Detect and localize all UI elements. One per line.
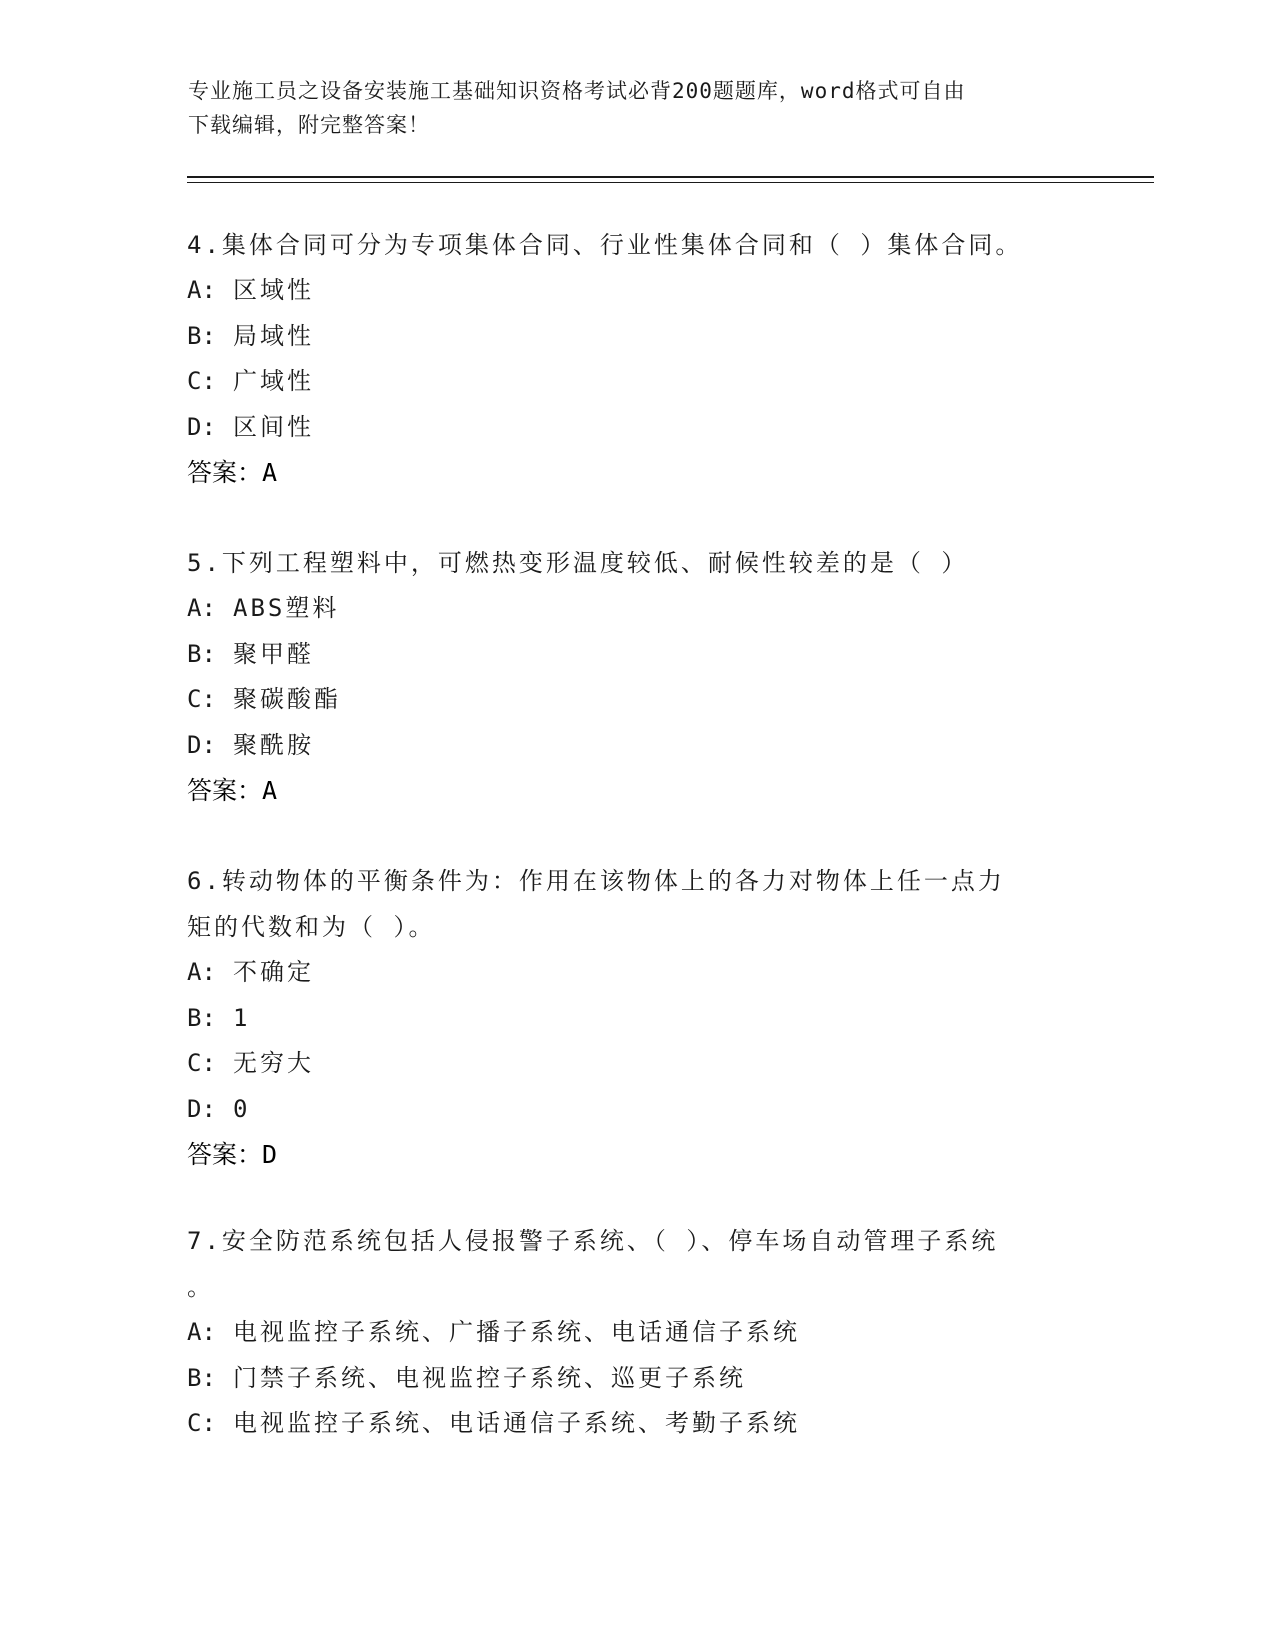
question-4 (187, 222, 1087, 496)
question-5 (187, 540, 1087, 814)
header-divider-bottom (187, 182, 1154, 183)
option-text: 广域性 (233, 367, 314, 395)
header-line-2: 下载编辑，附完整答案！ (188, 113, 430, 137)
header-line-1: 专业施工员之设备安装施工基础知识资格考试必背200题题库，word格式可自由 (188, 79, 966, 103)
option-key: A: (187, 958, 216, 986)
answer-line (187, 768, 1087, 814)
option-key: B: (187, 321, 216, 350)
answer-label: 答案： (187, 458, 263, 487)
answer-label: 答案： (187, 776, 263, 805)
option-d (187, 405, 1087, 451)
option-c (187, 1041, 1087, 1087)
question-stem: 5.下列工程塑料中，可燃热变形温度较低、耐候性较差的是（ ） (187, 549, 969, 577)
option-c (187, 677, 1087, 723)
answer-line (187, 450, 1087, 496)
option-key: A: (187, 594, 216, 622)
option-key: B: (187, 639, 216, 668)
header-divider-top (187, 176, 1154, 178)
answer-label: 答案： (187, 1140, 263, 1169)
question-stem: 4.集体合同可分为专项集体合同、行业性集体合同和（ ）集体合同。 (187, 231, 1023, 259)
question-stem-line-2: 矩的代数和为（ ）。 (187, 913, 436, 941)
option-text: 不确定 (233, 958, 314, 986)
option-a (187, 586, 1087, 632)
option-key: A: (187, 276, 216, 304)
option-text: 区间性 (233, 412, 314, 441)
option-key: C: (187, 685, 216, 713)
option-b (187, 996, 1087, 1042)
question-6 (187, 858, 1087, 1178)
answer-value: A (262, 776, 278, 805)
answer-value: A (262, 458, 278, 487)
option-a (187, 1310, 1087, 1356)
option-key: D: (187, 1094, 216, 1123)
option-b (187, 632, 1087, 678)
option-text: 门禁子系统、电视监控子系统、巡更子系统 (233, 1363, 746, 1392)
option-c (187, 359, 1087, 405)
option-b (187, 1356, 1087, 1402)
option-key: C: (187, 367, 216, 395)
option-d (187, 723, 1087, 769)
document-header (188, 74, 1068, 142)
option-key: D: (187, 730, 216, 759)
answer-line (187, 1132, 1087, 1178)
question-7 (187, 1218, 1087, 1447)
option-text: 0 (233, 1094, 251, 1123)
option-c (187, 1401, 1087, 1447)
question-stem-line-1: 6.转动物体的平衡条件为：作用在该物体上的各力对物体上任一点力 (187, 867, 1005, 895)
option-text: 电视监控子系统、广播子系统、电话通信子系统 (233, 1318, 800, 1346)
option-text: 聚酰胺 (233, 730, 314, 759)
question-stem-line-2: 。 (187, 1273, 214, 1301)
option-a (187, 950, 1087, 996)
option-key: A: (187, 1318, 216, 1346)
option-text: 局域性 (233, 321, 314, 350)
question-stem-line-1: 7.安全防范系统包括人侵报警子系统、（ ）、停车场自动管理子系统 (187, 1227, 999, 1255)
option-key: C: (187, 1049, 216, 1077)
option-text: 无穷大 (233, 1049, 314, 1077)
option-key: B: (187, 1003, 216, 1032)
option-b (187, 314, 1087, 360)
option-d (187, 1087, 1087, 1133)
option-text: 聚碳酸酯 (233, 685, 341, 713)
option-text: 1 (233, 1003, 251, 1032)
option-text: 电视监控子系统、电话通信子系统、考勤子系统 (233, 1409, 800, 1437)
option-text: 区域性 (233, 276, 314, 304)
option-key: D: (187, 412, 216, 441)
option-key: C: (187, 1409, 216, 1437)
option-a (187, 268, 1087, 314)
option-text: 聚甲醛 (233, 639, 314, 668)
option-text: ABS塑料 (233, 594, 340, 622)
answer-value: D (262, 1140, 278, 1169)
option-key: B: (187, 1363, 216, 1392)
